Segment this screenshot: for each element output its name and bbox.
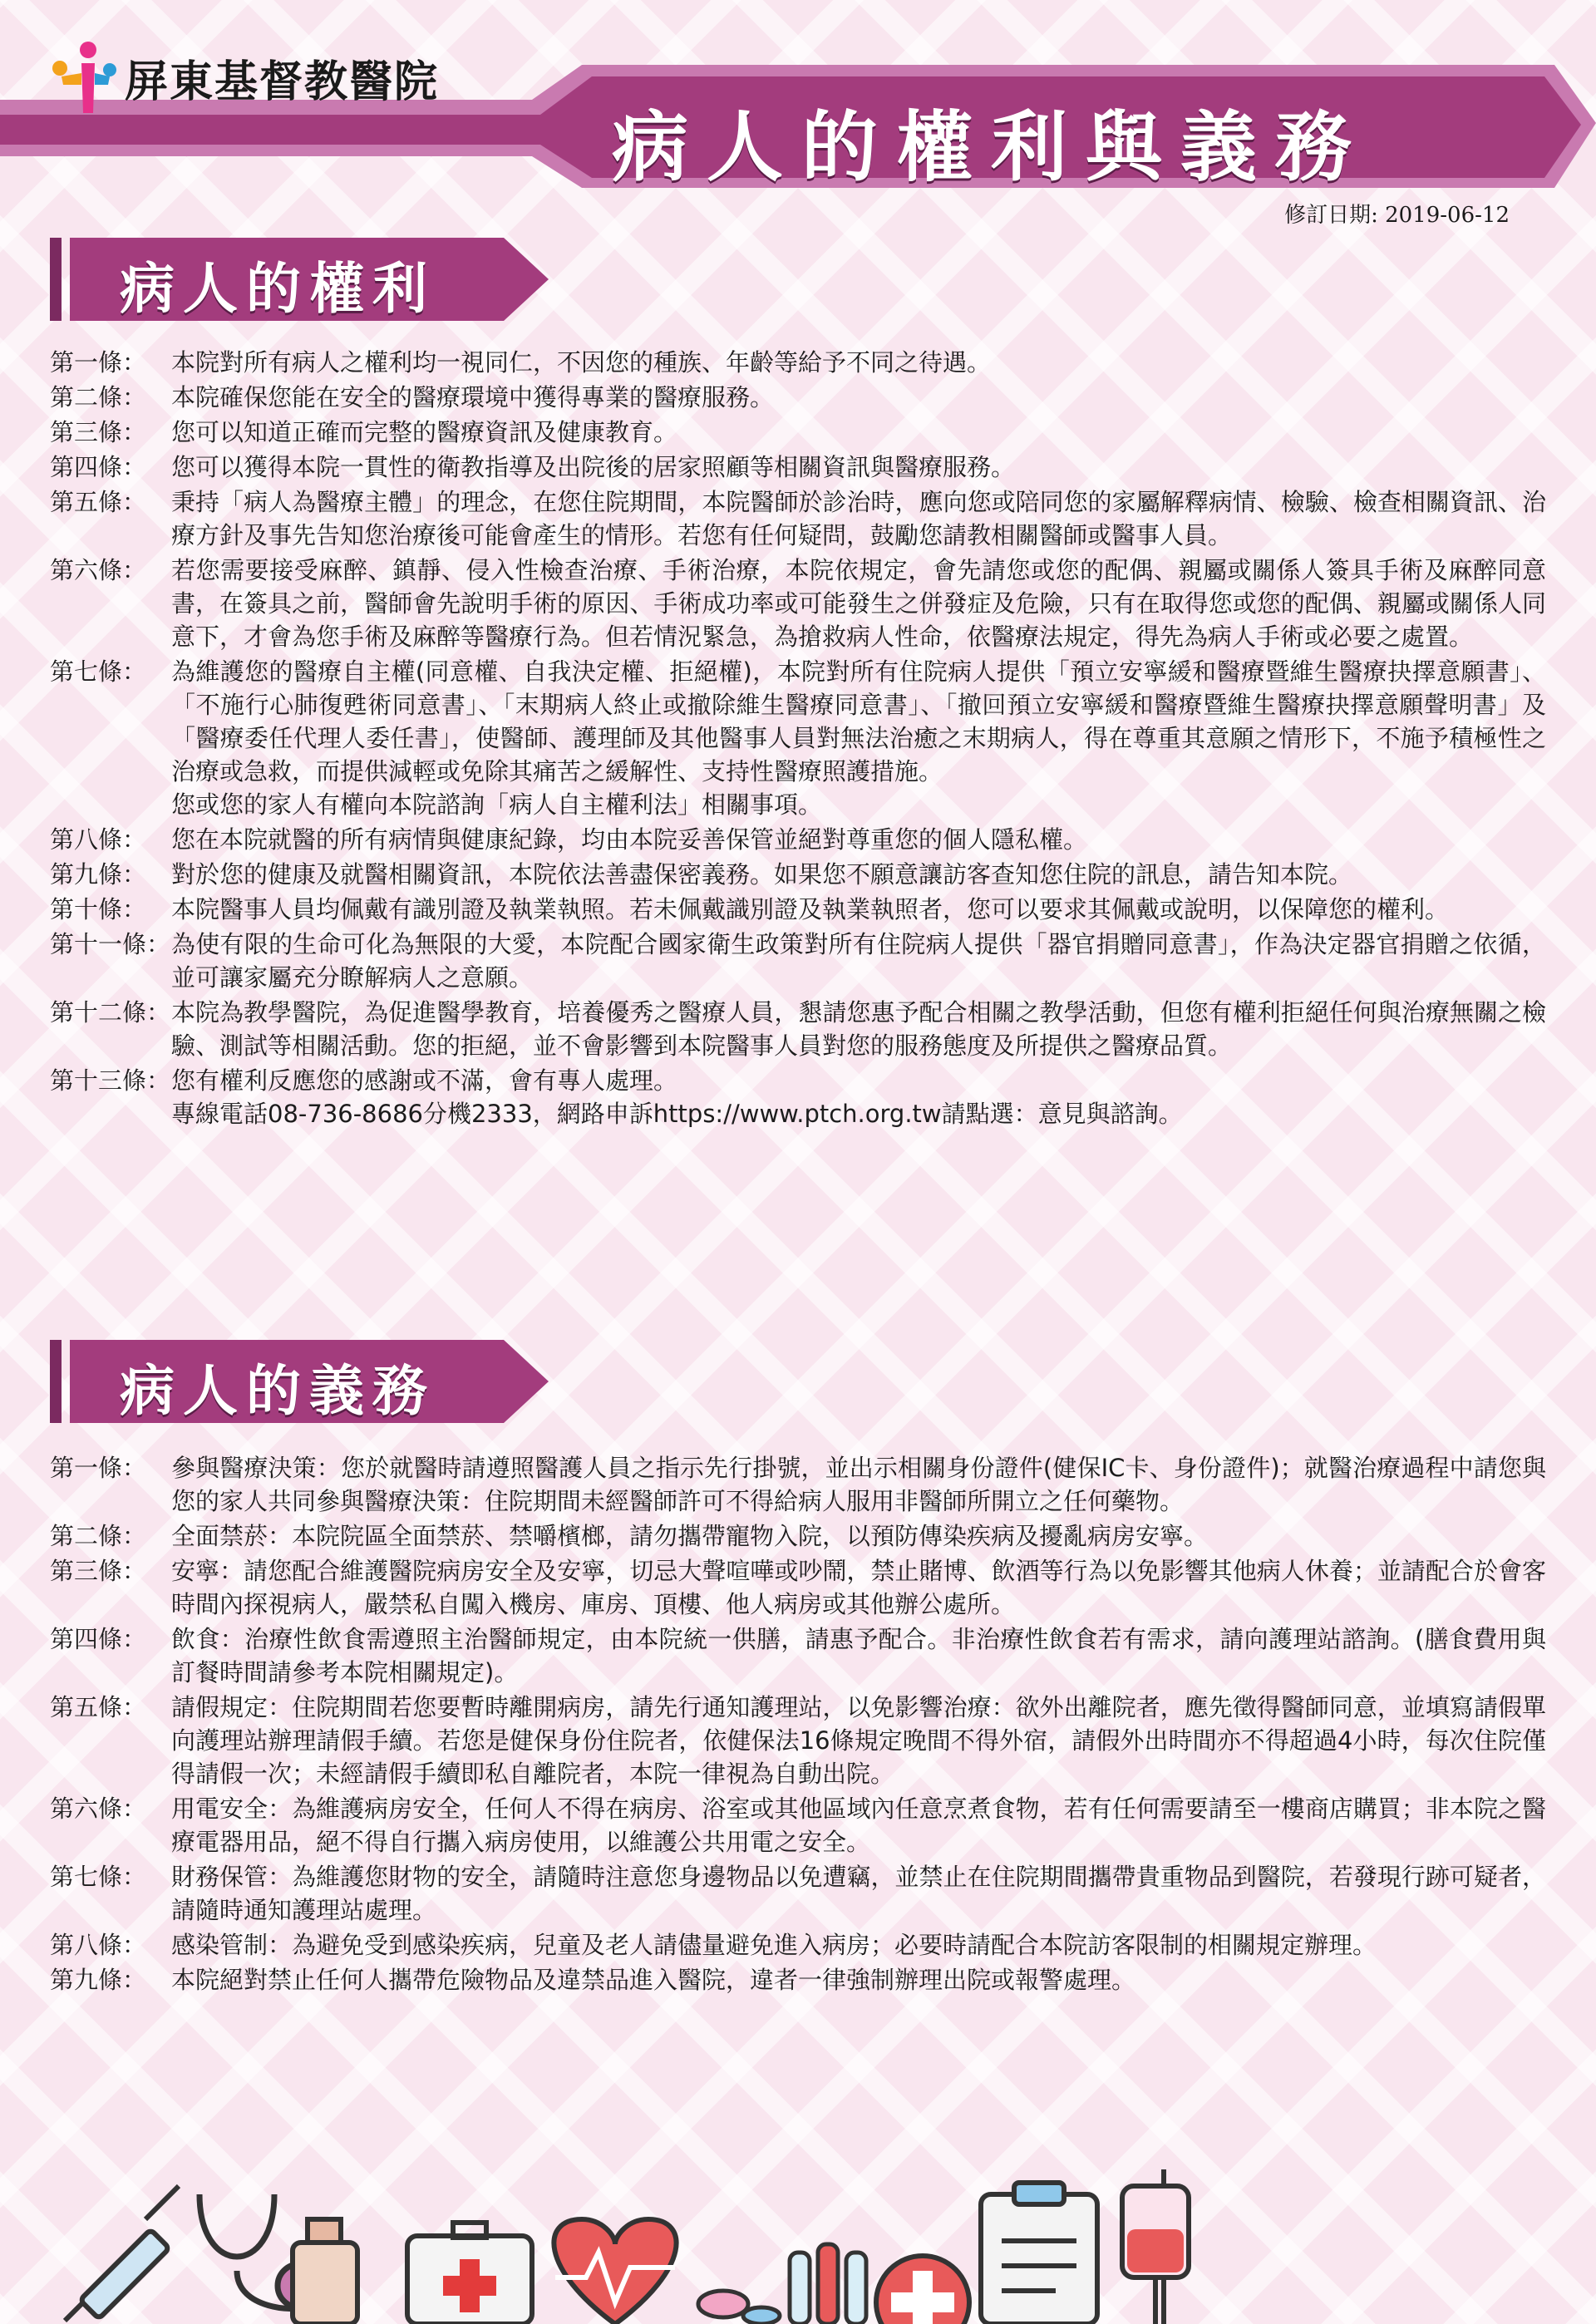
duties-article-list	[50, 1451, 1546, 1998]
rights-article-12	[50, 996, 1546, 1062]
article-text: 本院醫事人員均佩戴有識別證及執業執照。若未佩戴識別證及執業執照者，您可以要求其佩戴或說明，以保障您的權利。	[171, 895, 1450, 923]
rights-article-9	[50, 858, 1546, 891]
rights-article-11	[50, 928, 1546, 994]
duties-article-7	[50, 1860, 1546, 1927]
article-label: 第五條：	[50, 1693, 147, 1721]
rights-article-7	[50, 655, 1546, 821]
rights-section-heading	[50, 238, 549, 324]
duties-article-2	[50, 1519, 1546, 1553]
heartbeat-icon	[554, 2219, 676, 2324]
article-label: 第一條：	[50, 348, 147, 377]
article-label: 第六條：	[50, 556, 147, 584]
rights-article-5	[50, 485, 1546, 552]
duties-section-heading	[50, 1340, 549, 1426]
article-label: 第二條：	[50, 383, 147, 411]
duties-article-1	[50, 1451, 1546, 1518]
article-text: 若您需要接受麻醉、鎮靜、侵入性檢查治療、手術治療，本院依規定，會先請您或您的配偶、親屬或關係人簽具手術及麻醉同意書，在簽具之前，醫師會先說明手術的原因、手術成功率或可能發生之併發症及危險，只有在取得您或您的配偶、親屬或關係人同意下，才會為您手術及麻醉等醫療行為。但若情況緊急，為搶救病人性命，依醫療法規定，得先為病人手術或必要之處置。	[171, 556, 1546, 651]
article-label: 第五條：	[50, 488, 147, 516]
article-text: 飲食：治療性飲食需遵照主治醫師規定，由本院統一供膳，請惠予配合。非治療性飲食若有需求，請向護理站諮詢。(膳食費用與訂餐時間請參考本院相關規定)。	[171, 1625, 1546, 1686]
hospital-logo-icon	[45, 37, 120, 120]
duties-article-3	[50, 1554, 1546, 1621]
hospital-name: 屏東基督教醫院	[125, 57, 440, 107]
contact-note: 專線電話08-736-8686分機2333，網路申訴https://www.ptch.org.tw請點選：意見與諮詢。	[171, 1100, 1183, 1128]
rights-article-1	[50, 346, 1546, 379]
article-label: 第十條：	[50, 895, 147, 923]
rights-article-4	[50, 451, 1546, 484]
rights-article-6	[50, 554, 1546, 653]
article-text: 本院為教學醫院，為促進醫學教育，培養優秀之醫療人員，懇請您惠予配合相關之教學活動，但您有權利拒絕任何與治療無關之檢驗、測試等相關活動。您的拒絕，並不會影響到本院醫事人員對您的服務態度及所提供之醫療品質。	[171, 998, 1546, 1060]
rights-article-2	[50, 381, 1546, 414]
medical-illustration	[0, 2161, 1596, 2324]
page-title: 病人的權利與義務	[612, 103, 1371, 192]
article-text: 本院絕對禁止任何人攜帶危險物品及違禁品進入醫院，違者一律強制辦理出院或報警處理。	[171, 1966, 1136, 1994]
article-text: 參與醫療決策：您於就醫時請遵照醫護人員之指示先行掛號，並出示相關身份證件(健保IC卡、身份證件)；就醫治療過程中請您與您的家人共同參與醫療決策：住院期間未經醫師許可不得給病人服用非醫師所開立之任何藥物。	[171, 1454, 1546, 1515]
article-body: 您有權利反應您的感謝或不滿，會有專人處理。	[171, 1066, 678, 1095]
article-note: 您或您的家人有權向本院諮詢「病人自主權利法」相關事項。	[171, 790, 823, 819]
article-text: 財務保管：為維護您財物的安全，請隨時注意您身邊物品以免遭竊，並禁止在住院期間攜帶貴重物品到醫院，若發現行跡可疑者，請隨時通知護理站處理。	[171, 1863, 1546, 1924]
article-label: 第七條：	[50, 657, 147, 686]
duties-section-title: 病人的義務	[120, 1359, 436, 1423]
article-label: 第二條：	[50, 1522, 147, 1550]
article-label: 第四條：	[50, 453, 147, 481]
clipboard-icon	[981, 2183, 1097, 2324]
article-text: 全面禁菸：本院院區全面禁菸、禁嚼檳榔，請勿攜帶寵物入院，以預防傳染疾病及擾亂病房安寧。	[171, 1522, 1209, 1550]
rights-article-3	[50, 416, 1546, 449]
article-text: 您在本院就醫的所有病情與健康紀錄，均由本院妥善保管並絕對尊重您的個人隱私權。	[171, 825, 1088, 854]
article-text: 對於您的健康及就醫相關資訊，本院依法善盡保密義務。如果您不願意讓訪客查知您住院的訊息，請告知本院。	[171, 860, 1353, 889]
article-label: 第十三條：	[50, 1066, 171, 1095]
article-text	[171, 655, 1546, 821]
article-label: 第三條：	[50, 418, 147, 446]
article-text: 用電安全：為維護病房安全，任何人不得在病房、浴室或其他區域內任意烹煮食物，若有任何需要請至一樓商店購買；非本院之醫療電器用品，絕不得自行攜入病房使用，以維護公共用電之安全。	[171, 1795, 1546, 1856]
article-text: 感染管制：為避免受到感染疾病，兒童及老人請儘量避免進入病房；必要時請配合本院訪客限制的相關規定辦理。	[171, 1931, 1377, 1959]
first-aid-kit-icon	[407, 2223, 532, 2324]
medicine-bottle-icon	[293, 2219, 357, 2324]
article-label: 第七條：	[50, 1863, 147, 1891]
article-label: 第十二條：	[50, 998, 171, 1027]
article-label: 第九條：	[50, 1966, 147, 1994]
article-label: 第九條：	[50, 860, 147, 889]
medical-cross-icon	[876, 2256, 969, 2324]
article-text: 本院確保您能在安全的醫療環境中獲得專業的醫療服務。	[171, 383, 775, 411]
article-label: 第四條：	[50, 1625, 147, 1653]
article-body: 為維護您的醫療自主權(同意權、自我決定權、拒絕權)，本院對所有住院病人提供「預立安寧緩和醫療暨維生醫療抉擇意願書」、「不施行心肺復甦術同意書」、「末期病人終止或撤除維生醫療同意書」、「撤回預立安寧緩和醫療暨維生醫療抉擇意願聲明書」及「醫療委任代理人委任書」，使醫師、護理師及其他醫事人員對無法治癒之末期病人，得在尊重其意願之情形下，不施予積極性之治療或急救，而提供減輕或免除其痛苦之緩解性、支持性醫療照護措施。	[171, 657, 1546, 785]
article-label: 第三條：	[50, 1557, 147, 1585]
article-label: 第六條：	[50, 1795, 147, 1823]
article-text: 請假規定：住院期間若您要暫時離開病房，請先行通知護理站，以免影響治療：欲外出離院者，應先徵得醫師同意，並填寫請假單向護理站辦理請假手續。若您是健保身份住院者，依健保法16條規定晚間不得外宿，請假外出時間亦不得超過4小時，每次住院僅得請假一次；未經請假手續即私自離院者，本院一律視為自動出院。	[171, 1693, 1546, 1788]
article-text: 本院對所有病人之權利均一視同仁，不因您的種族、年齡等給予不同之待遇。	[171, 348, 992, 377]
duties-article-6	[50, 1792, 1546, 1859]
article-text: 安寧：請您配合維護醫院病房安全及安寧，切忌大聲喧嘩或吵鬧，禁止賭博、飲酒等行為以免影響其他病人休養；並請配合於會客時間內探視病人，嚴禁私自闖入機房、庫房、頂樓、他人病房或其他辦公處所。	[171, 1557, 1546, 1618]
revision-date: 修訂日期: 2019-06-12	[1284, 203, 1510, 228]
rights-section-title: 病人的權利	[120, 257, 436, 321]
duties-article-5	[50, 1691, 1546, 1790]
article-text	[171, 1064, 1546, 1130]
duties-article-9	[50, 1963, 1546, 1997]
iv-drip-icon	[1122, 2169, 1189, 2324]
article-text: 您可以獲得本院一貫性的衛教指導及出院後的居家照顧等相關資訊與醫療服務。	[171, 453, 1016, 481]
article-label: 第十一條：	[50, 930, 171, 958]
article-label: 第八條：	[50, 825, 147, 854]
article-label: 第八條：	[50, 1931, 147, 1959]
page-header	[0, 0, 1596, 228]
rights-article-8	[50, 823, 1546, 856]
test-tubes-icon	[790, 2244, 866, 2324]
syringe-icon	[65, 2186, 179, 2321]
duties-article-8	[50, 1928, 1546, 1962]
article-text: 秉持「病人為醫療主體」的理念，在您住院期間，本院醫師於診治時，應向您或陪同您的家屬解釋病情、檢驗、檢查相關資訊、治療方針及事先告知您治療後可能會產生的情形。若您有任何疑問，鼓勵您請教相關醫師或醫事人員。	[171, 488, 1546, 549]
rights-article-10	[50, 893, 1546, 926]
pills-icon	[698, 2291, 780, 2324]
rights-article-list	[50, 346, 1546, 1132]
rights-article-13	[50, 1064, 1546, 1130]
article-text: 為使有限的生命可化為無限的大愛，本院配合國家衛生政策對所有住院病人提供「器官捐贈同意書」，作為決定器官捐贈之依循，並可讓家屬充分瞭解病人之意願。	[171, 930, 1546, 992]
article-label: 第一條：	[50, 1454, 147, 1482]
article-text: 您可以知道正確而完整的醫療資訊及健康教育。	[171, 418, 678, 446]
duties-article-4	[50, 1622, 1546, 1689]
